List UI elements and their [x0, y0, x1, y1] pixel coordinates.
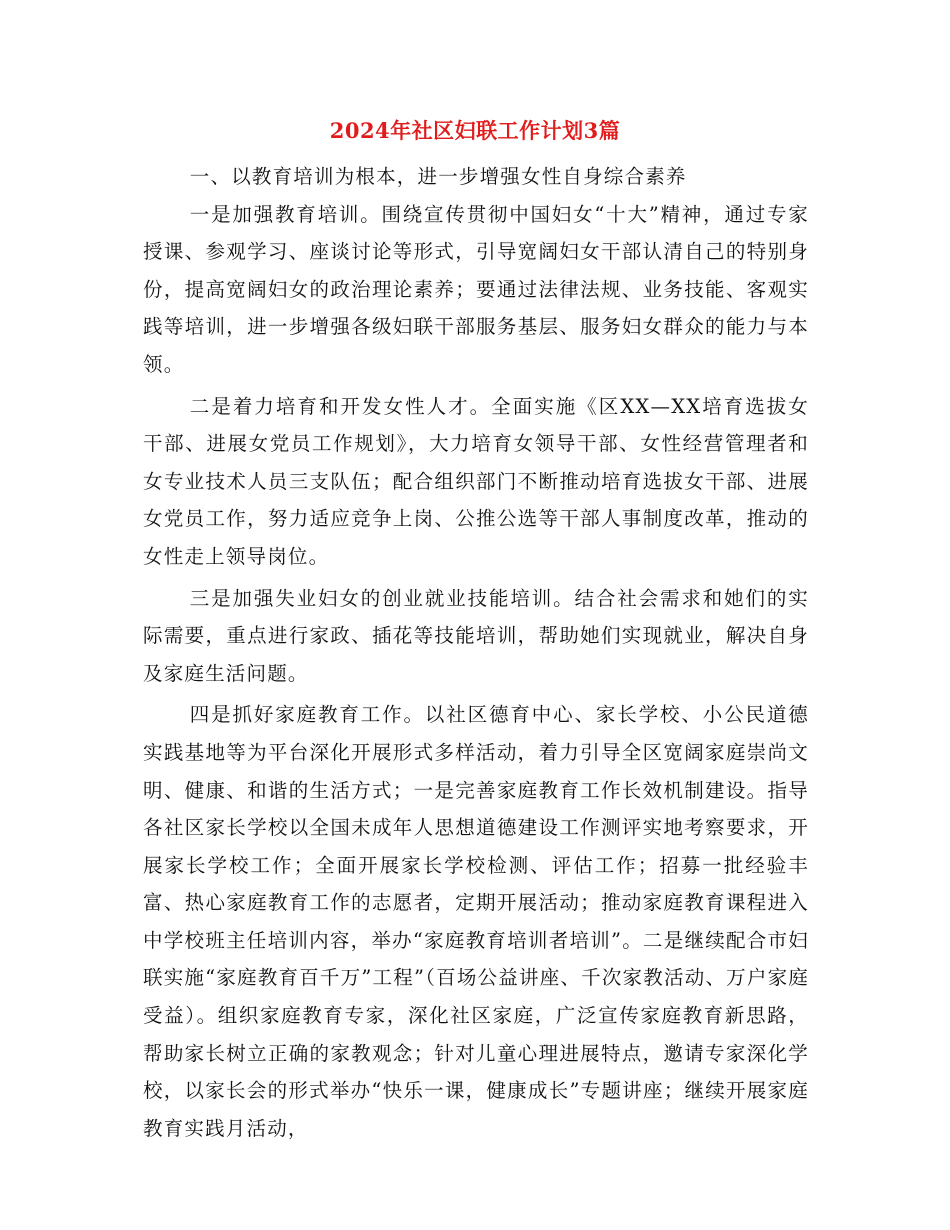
- section-heading: 一、以教育培训为根本，进一步增强女性自身综合素养: [189, 165, 687, 188]
- paragraph: 二是着力培育和开发女性人才。全面实施《区XX—XX培育选拔女干部、进展女党员工作规划》，大力培育女领导干部、女性经营管理者和女专业技术人员三支队伍；配合组织部门不断推动培育选拔女干部、进展女党员工作，努力适应竞争上岗、公推公选等干部人事制度改革，推动的女性走上领导岗位。: [143, 394, 809, 568]
- paragraph: 一是加强教育培训。围绕宣传贯彻中国妇女“十大”精神，通过专家授课、参观学习、座谈讨论等形式，引导宽阔妇女干部认清自己的特别身份，提高宽阔妇女的政治理论素养；要通过法律法规、业务技能、客观实践等培训，进一步增强各级妇联干部服务基层、服务妇女群众的能力与本领。: [143, 202, 809, 376]
- paragraph: 四是抓好家庭教育工作。以社区德育中心、家长学校、小公民道德实践基地等为平台深化开展形式多样活动，着力引导全区宽阔家庭崇尚文明、健康、和谐的生活方式；一是完善家庭教育工作长效机制建设。指导各社区家长学校以全国未成年人思想道德建设工作测评实地考察要求，开展家长学校工作；全面开展家长学校检测、评估工作；招募一批经验丰富、热心家庭教育工作的志愿者，定期开展活动；推动家庭教育课程进入中学校班主任培训内容，举办“家庭教育培训者培训”。二是继续配合市妇联实施“家庭教育百千万”工程”（百场公益讲座、千次家教活动、万户家庭受益）。组织家庭教育专家，深化社区家庭，广泛宣传家庭教育新思路，帮助家长树立正确的家教观念；针对儿童心理进展特点，邀请专家深化学校，以家长会的形式举办“快乐一课，健康成长”专题讲座；继续开展家庭教育实践月活动，: [143, 703, 809, 1140]
- paragraph: 三是加强失业妇女的创业就业技能培训。结合社会需求和她们的实际需要，重点进行家政、插花等技能培训，帮助她们实现就业，解决自身及家庭生活问题。: [143, 586, 809, 685]
- document-title: 2024年社区妇联工作计划3篇: [329, 118, 621, 143]
- document-body: [143, 158, 809, 1147]
